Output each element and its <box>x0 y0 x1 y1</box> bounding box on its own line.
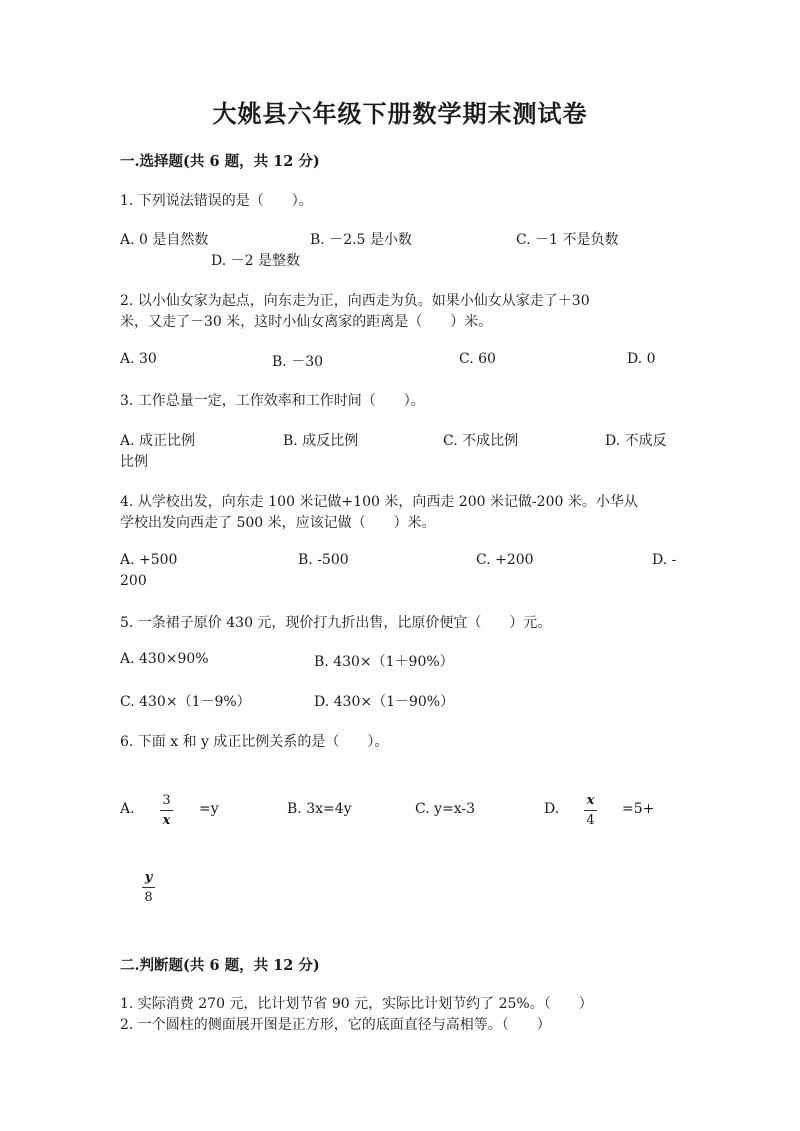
question-6-option-c: C. y=x-3 <box>415 801 476 817</box>
judgement-question-2: 2. 一个圆柱的侧面展开图是正方形，它的底面直径与高相等。（ ） <box>120 1017 551 1033</box>
question-6-option-d-tail: =5+ <box>622 801 655 817</box>
question-5-stem: 5. 一条裙子原价 430 元，现价打九折出售，比原价便宜（ ）元。 <box>120 615 552 631</box>
question-2-option-a: A. 30 <box>120 351 157 367</box>
fraction-denominator: 4 <box>586 813 595 828</box>
question-6-option-a-tail: =y <box>199 801 219 817</box>
question-3-option-a: A. 成正比例 <box>120 433 196 449</box>
question-2-stem-line2: 米，又走了－30 米，这时小仙女离家的距离是（ ）米。 <box>120 314 493 330</box>
question-1-option-d: D. －2 是整数 <box>211 253 300 269</box>
question-4-option-c: C. +200 <box>476 552 534 568</box>
fraction-numerator: 3 <box>162 793 171 808</box>
question-1-stem: 1. 下列说法错误的是（ ）。 <box>120 193 313 209</box>
question-5-option-c: C. 430×（1－9%） <box>120 694 251 710</box>
question-3-option-c: C. 不成比例 <box>443 433 519 449</box>
question-1-option-a: A. 0 是自然数 <box>120 232 209 248</box>
exam-title: 大姚县六年级下册数学期末测试卷 <box>212 99 588 128</box>
question-6-option-b: B. 3x=4y <box>287 801 352 817</box>
question-3-option-b: B. 成反比例 <box>283 433 359 449</box>
fraction-numerator: x <box>586 793 595 808</box>
question-4-option-a: A. +500 <box>120 552 178 568</box>
question-5-option-a: A. 430×90% <box>120 651 209 667</box>
question-6-option-a-fraction <box>160 794 173 827</box>
question-6-option-a-label: A. <box>120 801 135 817</box>
question-3-stem: 3. 工作总量一定，工作效率和工作时间（ ）。 <box>120 393 425 409</box>
question-2-option-c: C. 60 <box>459 351 496 367</box>
question-6-option-d-fraction-2 <box>142 871 155 904</box>
question-3-option-d: D. 不成反 <box>605 433 667 449</box>
question-4-option-d: D. - <box>652 552 677 568</box>
question-6-option-d-fraction <box>584 794 597 827</box>
question-5-option-d: D. 430×（1－90%） <box>314 694 455 710</box>
question-2-option-d: D. 0 <box>627 351 656 367</box>
question-6-option-d-label: D. <box>544 801 560 817</box>
section-heading-choice: 一.选择题(共 6 题，共 12 分) <box>120 153 320 170</box>
question-4-option-d-wrap: 200 <box>120 573 147 589</box>
question-4-stem-line1: 4. 从学校出发，向东走 100 米记做+100 米，向西走 200 米记做-200 米。小华从 <box>120 494 638 510</box>
question-4-option-b: B. -500 <box>298 552 349 568</box>
question-3-option-d-wrap: 比例 <box>120 454 148 470</box>
judgement-question-1: 1. 实际消费 270 元，比计划节省 90 元，实际比计划节约了 25%。（ ） <box>120 996 593 1012</box>
fraction-denominator: 8 <box>144 890 153 905</box>
question-5-option-b: B. 430×（1＋90%） <box>314 654 454 670</box>
question-2-stem-line1: 2. 以小仙女家为起点，向东走为正，向西走为负。如果小仙女从家走了＋30 <box>120 293 590 309</box>
question-6-stem: 6. 下面 x 和 y 成正比例关系的是（ ）。 <box>120 734 389 750</box>
question-1-option-c: C. －1 不是负数 <box>516 232 619 248</box>
fraction-numerator: y <box>144 870 153 885</box>
section-heading-judgement: 二.判断题(共 6 题，共 12 分) <box>120 957 320 974</box>
fraction-denominator: x <box>162 813 171 828</box>
question-1-option-b: B. －2.5 是小数 <box>310 232 412 248</box>
question-4-stem-line2: 学校出发向西走了 500 米，应该记做（ ）米。 <box>120 515 436 531</box>
question-2-option-b: B. －30 <box>272 354 324 370</box>
